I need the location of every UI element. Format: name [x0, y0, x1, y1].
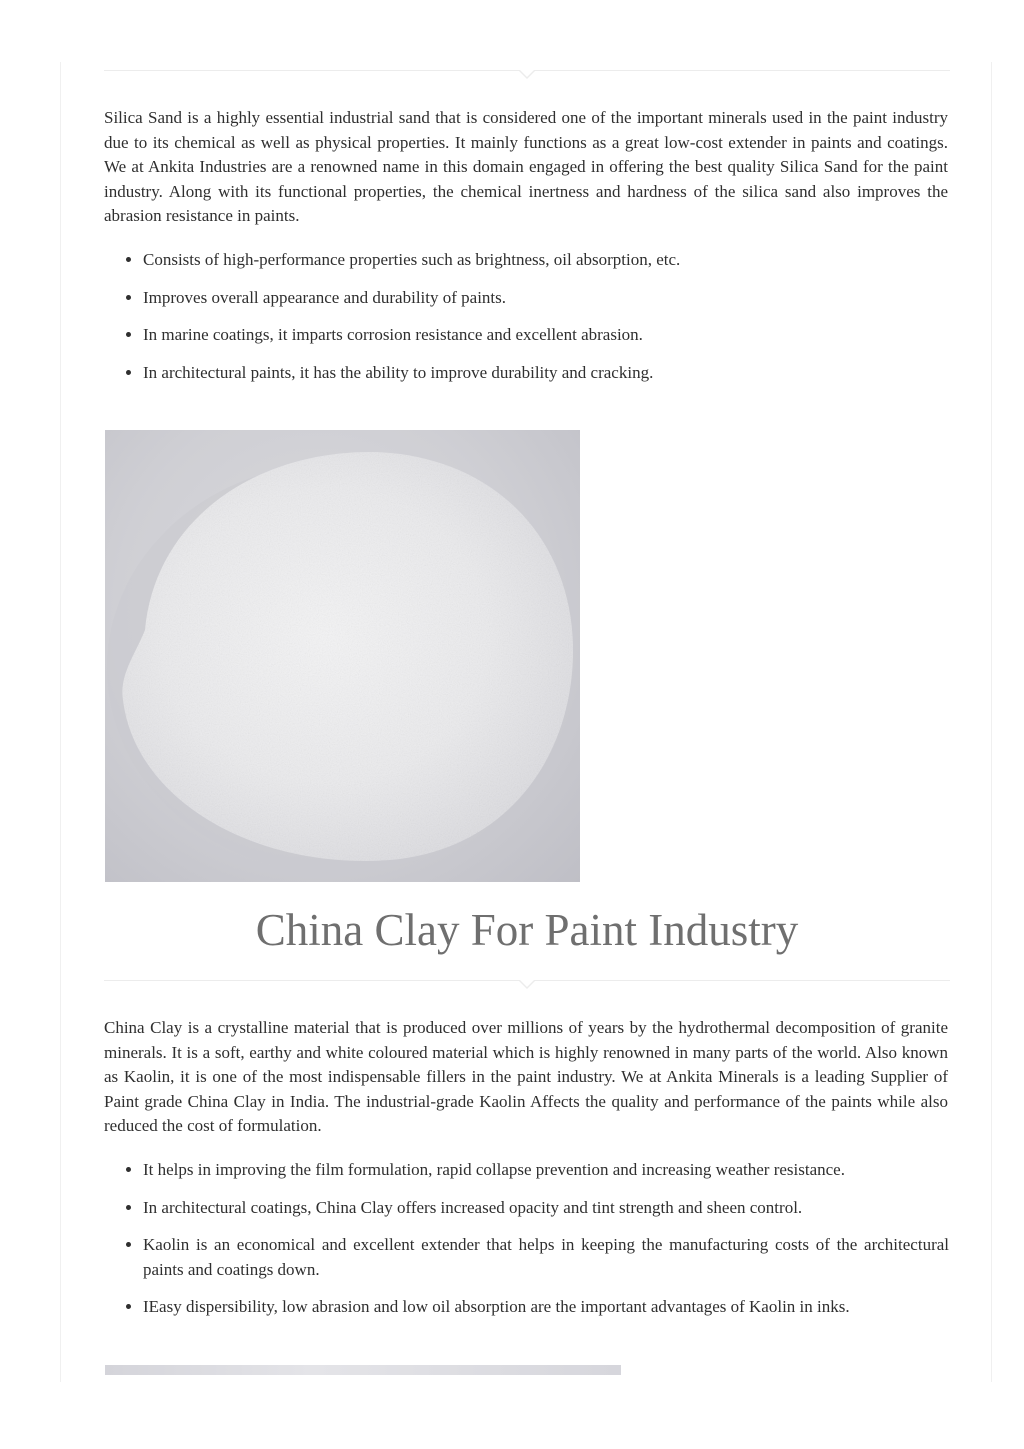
section-divider-china-clay [104, 980, 950, 981]
section-divider-top [104, 70, 950, 71]
china-clay-description: China Clay is a crystalline material that is produced over millions of years by the hydrothermal decomposition of granite minerals. It is a soft, earthy and white coloured material which is highly renowned in many parts of the world. Also known as Kaolin, it is one of the most indispensable fillers in the paint industry. We at Ankita Minerals is a leading Supplier of Paint grade China Clay in India. The industrial-grade Kaolin Affects the quality and performance of the paints while also reduced the cost of formulation. [104, 1018, 948, 1135]
list-item: • In architectural paints, it has the ability to improve durability and cracking. [143, 361, 949, 386]
divider-notch [518, 980, 536, 989]
silica-sand-features [104, 248, 949, 398]
list-item: • In architectural coatings, China Clay offers increased opacity and tint strength and sheen control. [143, 1196, 949, 1221]
list-item: • Consists of high-performance properties such as brightness, oil absorption, etc. [143, 248, 949, 273]
divider-notch [518, 70, 536, 79]
china-clay-features [104, 1158, 949, 1333]
china-clay-heading: China Clay For Paint Industry [255, 905, 799, 955]
list-item: • Kaolin is an economical and excellent extender that helps in keeping the manufacturing costs of the architectural paints and coatings down. [143, 1233, 949, 1282]
list-item: • IEasy dispersibility, low abrasion and low oil absorption are the important advantages of Kaolin in inks. [143, 1295, 949, 1320]
silica-sand-description: Silica Sand is a highly essential industrial sand that is considered one of the important minerals used in the paint industry due to its chemical as well as physical properties. It mainly functions as a great low-cost extender in paints and coatings. We at Ankita Industries are a renowned name in this domain engaged in offering the best quality Silica Sand for the paint industry. Along with its functional properties, the chemical inertness and hardness of the silica sand also improves the abrasion resistance in paints. [104, 108, 948, 225]
list-item: • In marine coatings, it imparts corrosion resistance and excellent abrasion. [143, 323, 949, 348]
silica-sand-powder-image [105, 430, 580, 882]
next-image-preview [105, 1365, 621, 1375]
list-item: • It helps in improving the film formulation, rapid collapse prevention and increasing weather resistance. [143, 1158, 949, 1183]
list-item: • Improves overall appearance and durability of paints. [143, 286, 949, 311]
